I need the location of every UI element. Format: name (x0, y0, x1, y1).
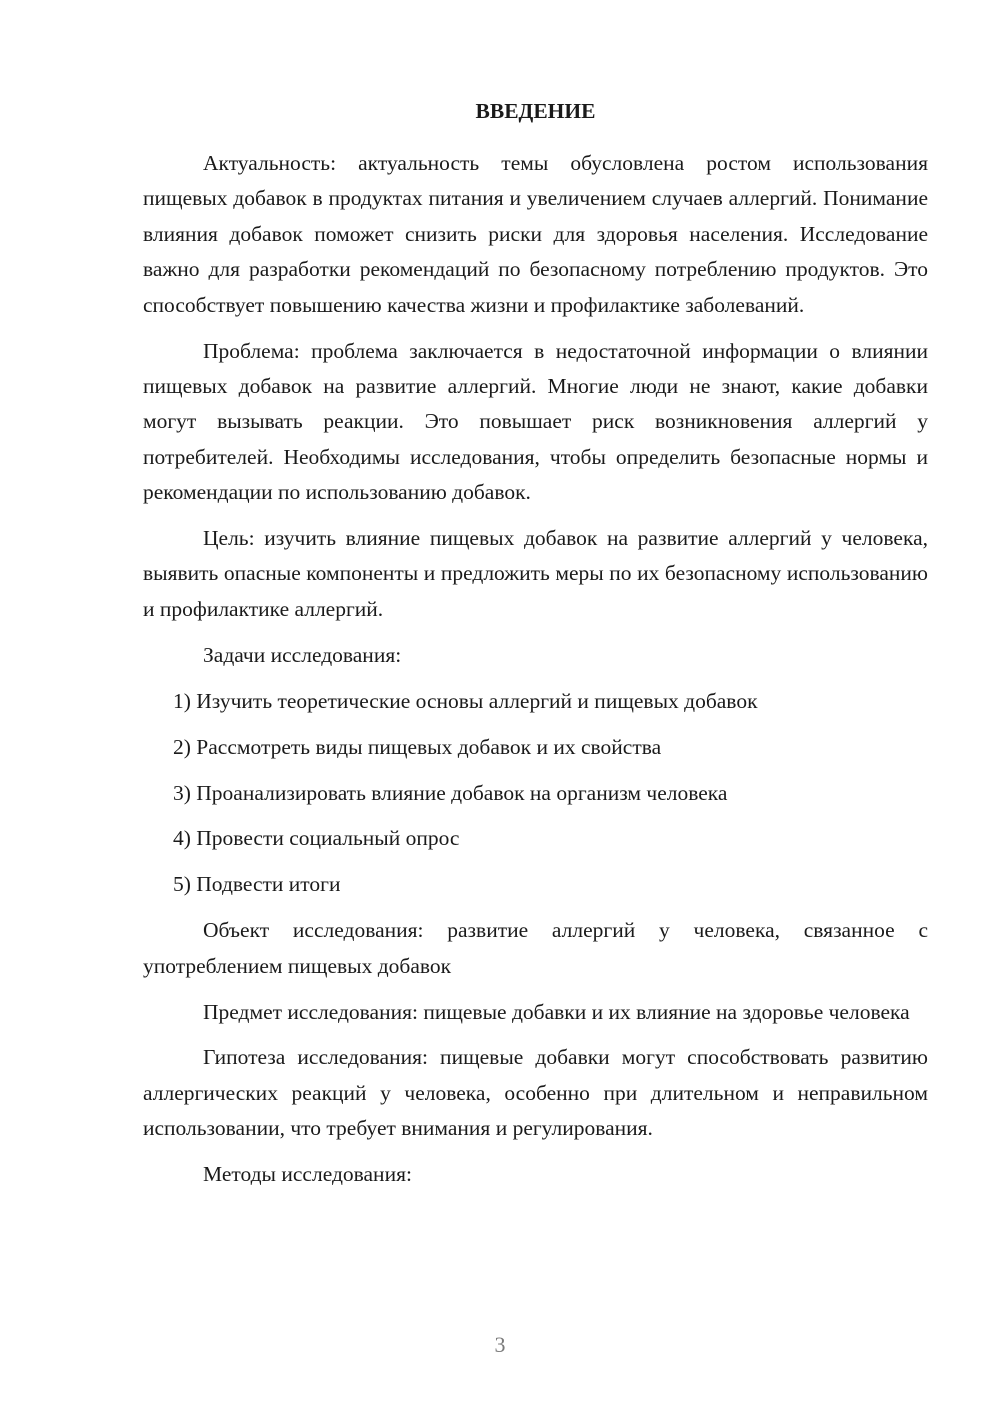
relevance-paragraph: Актуальность: актуальность темы обусловлена ростом использования пищевых добавок в продуктах питания и увеличением случаев аллергий. Понимание влияния добавок поможет снизить риски для здоровья населения. Исследование важно для разработки рекомендаций по безопасному потреблению продуктов. Это способствует повышению качества жизни и профилактике заболеваний. (143, 151, 928, 317)
object-paragraph: Объект исследования: развитие аллергий у человека, связанное с употреблением пищевых добавок (143, 918, 928, 978)
list-item: 1) Изучить теоретические основы аллергий и пищевых добавок (173, 688, 758, 713)
subject-paragraph: Предмет исследования: пищевые добавки и их влияние на здоровье человека (203, 999, 910, 1024)
list-item: 4) Провести социальный опрос (173, 826, 460, 851)
methods-title: Методы исследования: (203, 1162, 412, 1187)
goal-paragraph: Цель: изучить влияние пищевых добавок на развитие аллергий у человека, выявить опасные компоненты и предложить меры по их безопасному использованию и профилактике аллергий. (143, 526, 928, 621)
document-page (143, 96, 928, 1203)
list-item: 3) Проанализировать влияние добавок на организм человека (173, 780, 728, 805)
tasks-title: Задачи исследования: (203, 642, 402, 667)
tasks-list (143, 684, 928, 903)
hypothesis-paragraph: Гипотеза исследования: пищевые добавки могут способствовать развитию аллергических реакций у человека, особенно при длительном и неправильном использовании, что требует внимания и регулирования. (143, 1045, 928, 1141)
section-heading: ВВЕДЕНИЕ (475, 99, 596, 123)
page-number: 3 (494, 1332, 506, 1357)
list-item: 2) Рассмотреть виды пищевых добавок и их свойства (173, 734, 662, 759)
problem-paragraph: Проблема: проблема заключается в недостаточной информации о влиянии пищевых добавок на развитие аллергий. Многие люди не знают, какие добавки могут вызывать реакции. Это повышает риск возникновения аллергий у потребителей. Необходимы исследования, чтобы определить безопасные нормы и рекомендации по использованию добавок. (143, 338, 928, 505)
list-item: 5) Подвести итоги (173, 872, 341, 897)
